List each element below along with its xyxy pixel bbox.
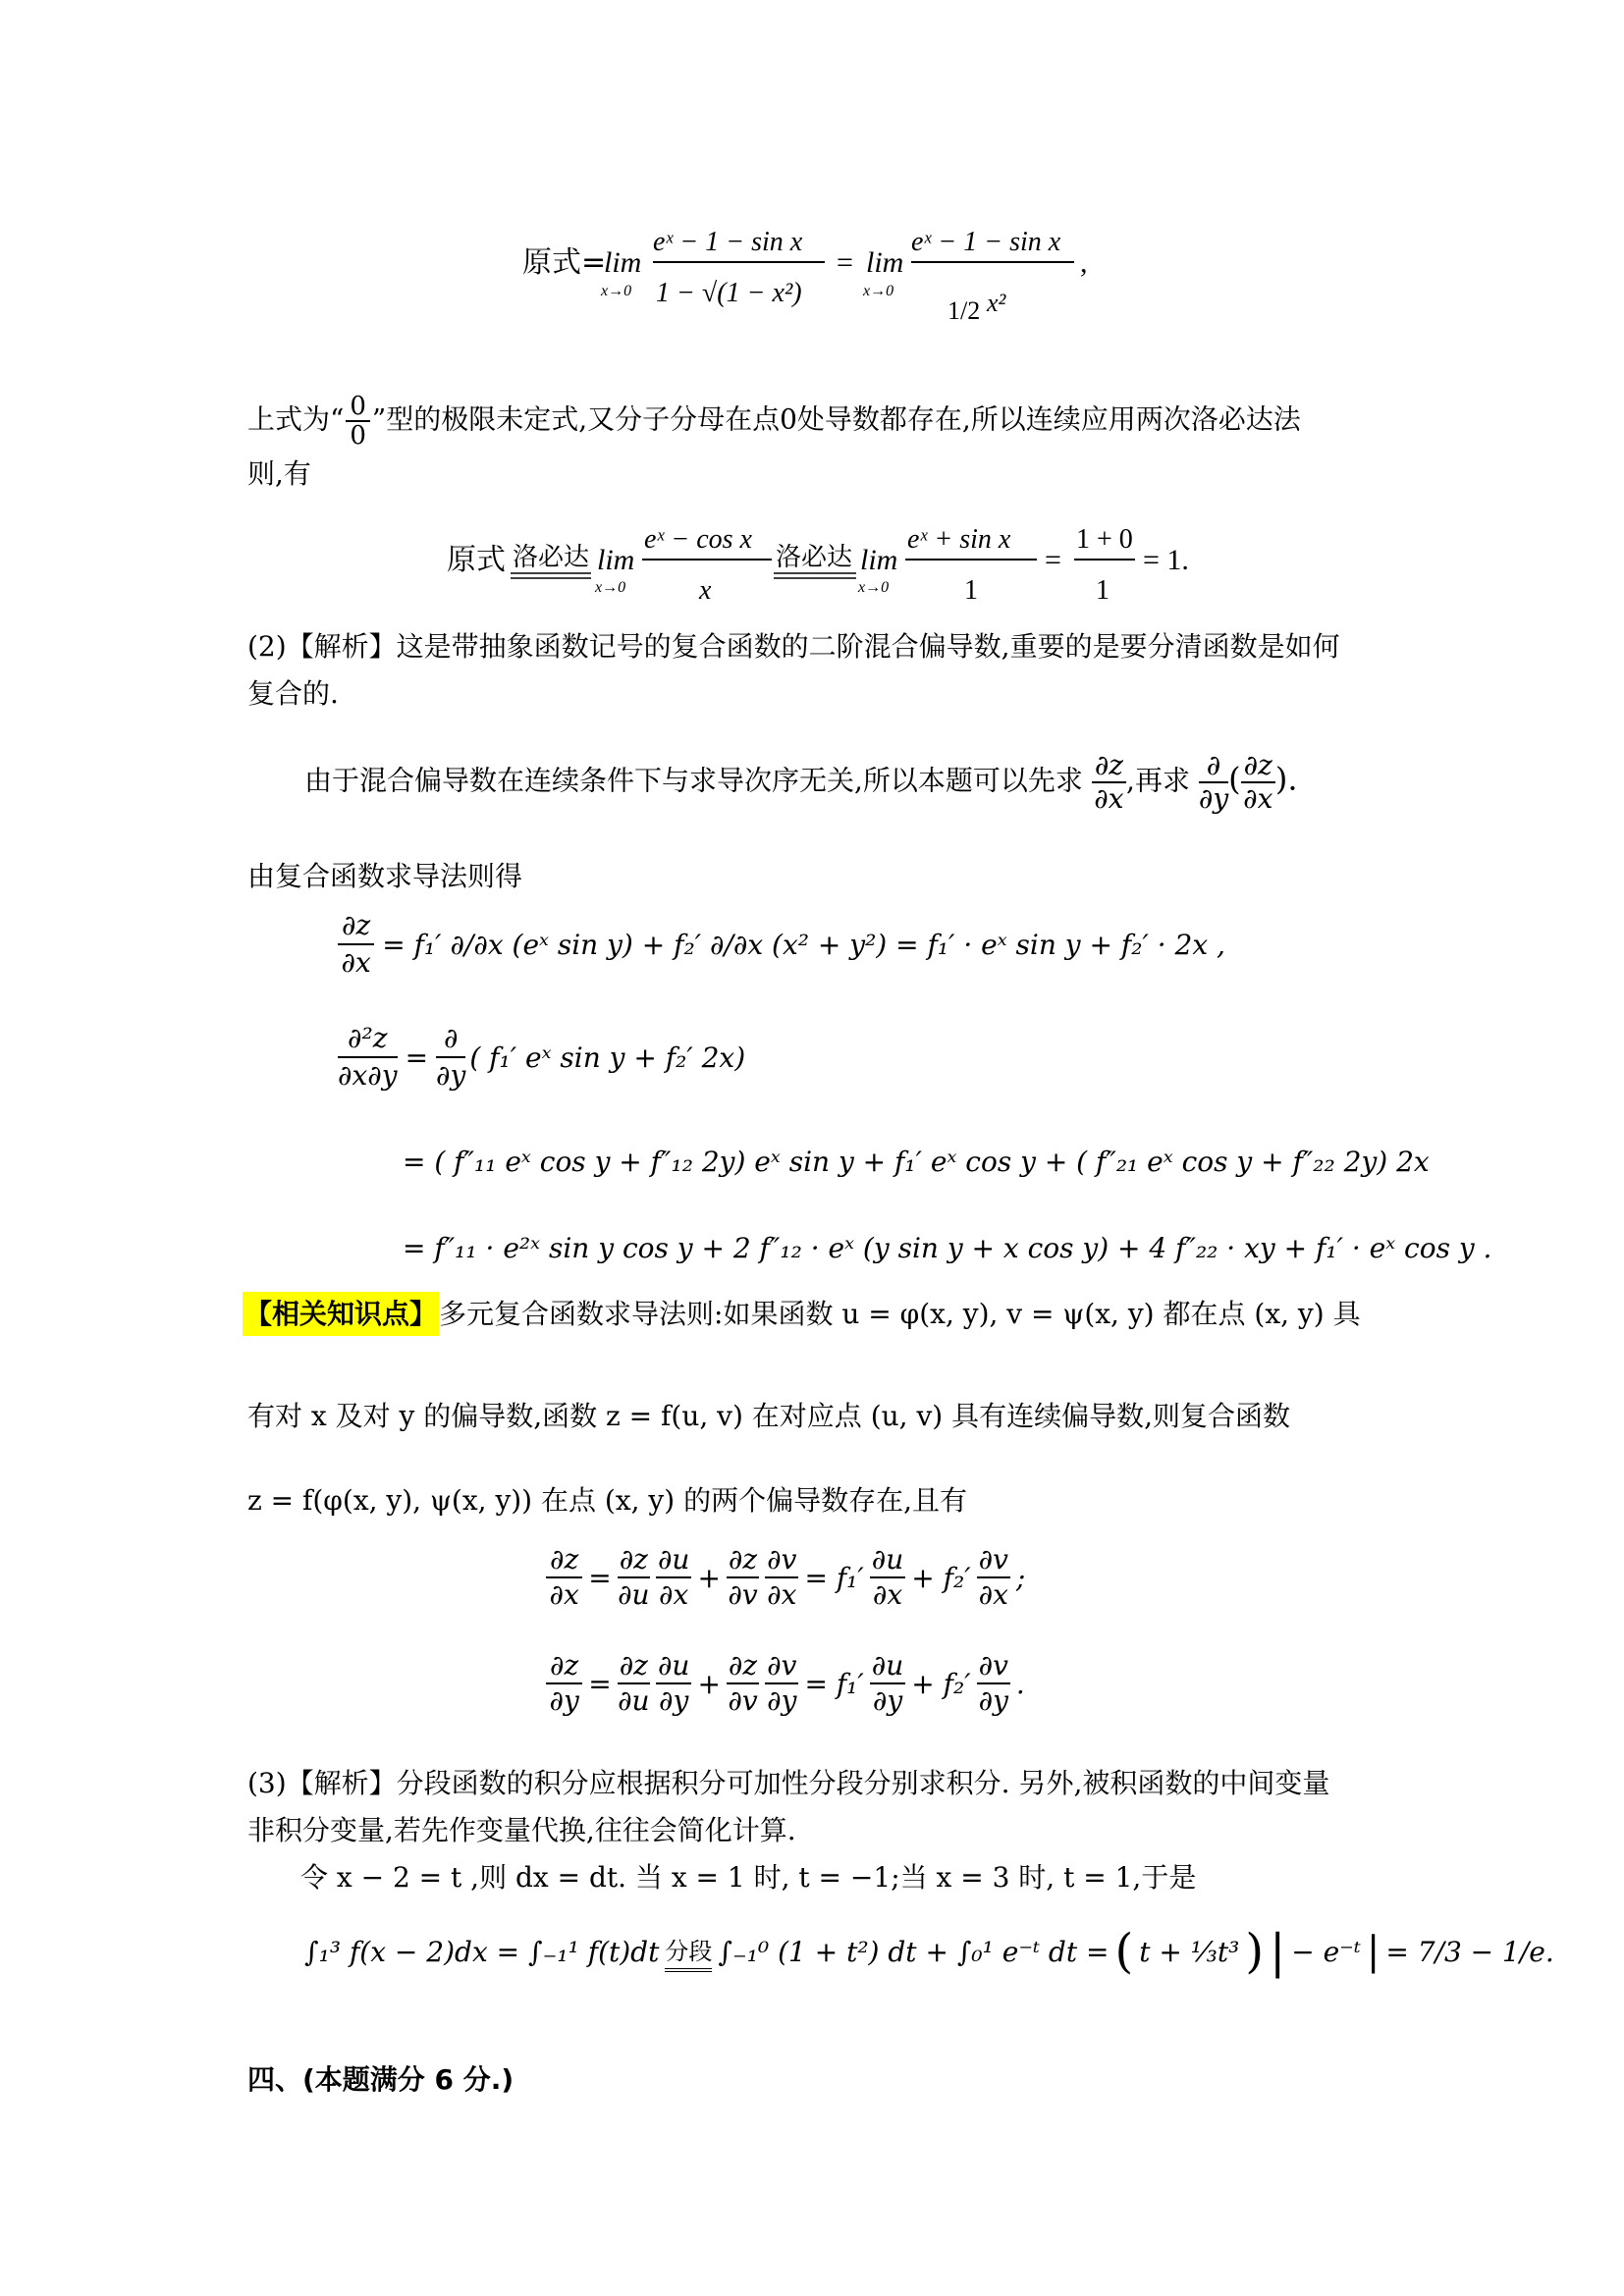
eq1-den2-half: 1/2: [947, 296, 981, 325]
eq4-line: ∫₁³ f(x − 2)dx = ∫₋₁¹ f(t)dt 分段 ∫₋₁⁰ (1 + t²) dt + ∫₀¹ e⁻ᵗ dt = ( t + ⅓t³ ) | − e⁻ᵗ | = 7/3 − 1/e.: [304, 1924, 1554, 1979]
kp-line1: [243, 1298, 1361, 1331]
p2-frac-dzdx-2: $\frac{\partial z}{\partial x}$: [1241, 750, 1275, 815]
eq2-rule-1: 洛必达: [513, 543, 590, 572]
eq3-line3: = ( f″₁₁ eˣ cos y + f″₁₂ 2y) eˣ sin y + f₁′ eˣ cos y + ( f″₂₁ eˣ cos y + f″₂₂ 2y) 2x: [403, 1146, 1430, 1178]
eq3-line1: [338, 908, 1225, 981]
eq2-lim1: lim: [597, 544, 635, 576]
p1-post: ”型的极限未定式,又分子分母在点0处导数都存在,所以连续应用两次洛必达法: [371, 402, 1301, 436]
equation-limit-1: [511, 221, 1139, 358]
eq2-den1: x: [699, 575, 712, 606]
eq1-num2: eˣ − 1 − sin x: [911, 227, 1061, 257]
eq2-prefix: 原式: [447, 543, 506, 577]
eq4-int2: ∫₋₁⁰ (1 + t²) dt + ∫₀¹ e⁻ᵗ dt =: [718, 1935, 1110, 1968]
eq1-prefix: 原式=: [522, 245, 607, 280]
kp-line2: 有对 x 及对 y 的偏导数,函数 z = f(u, v) 在对应点 (u, v) 具有连续偏导数,则复合函数: [247, 1400, 1290, 1432]
p2-line1: (2)【解析】这是带抽象函数记号的复合函数的二阶混合偏导数,重要的是要分清函数是如何: [247, 630, 1340, 663]
kp-badge: 【相关知识点】: [243, 1292, 439, 1336]
p2-line3: 由于混合偏导数在连续条件下与求导次序无关,所以本题可以先求 $\frac{\partial z}{\partial x}$ ,再求 ∂ ∂y ( $\frac{\partial z}{\partial x}$ ).: [304, 749, 1298, 815]
kp-formula-y: $\frac{\partial z}{\partial y}$ = $\frac{\partial z}{\partial u}$ ∂u ∂y + $\frac{\partial z}{\partial v}$ $\frac{\partial v}{\partial y}$ = f₁′ ∂u ∂y + f₂′ ∂v ∂y .: [546, 1649, 1025, 1718]
eq4-bracket: t + ⅓t³: [1139, 1935, 1240, 1968]
kp-line3: z = f(φ(x, y), ψ(x, y)) 在点 (x, y) 的两个偏导数存在,且有: [247, 1484, 967, 1517]
p1-frac-num: 0: [346, 393, 370, 422]
eq2-lim2-sub: x→0: [858, 579, 890, 596]
eq1-den1: 1 − √(1 − x²): [656, 278, 802, 308]
eq1-lim2: lim: [866, 246, 904, 279]
eq2-rule-2: 洛必达: [776, 543, 853, 572]
eq3-dzdx: $\frac{\partial z}{\partial x}$: [338, 908, 374, 981]
p3-line2: 非积分变量,若先作变量代换,往往会简化计算.: [247, 1814, 796, 1846]
eq4-eval: − e⁻ᵗ: [1291, 1935, 1361, 1968]
eq4-rule: 分段: [665, 1932, 712, 1972]
p2-line3-pre: 由于混合偏导数在连续条件下与求导次序无关,所以本题可以先求: [304, 764, 1083, 797]
eq3-l1: = f₁′ ∂/∂x (eˣ sin y) + f₂′ ∂/∂x (x² + y²) = f₁′ · eˣ sin y + f₂′ · 2x ,: [382, 928, 1225, 961]
eq1-eq: =: [837, 246, 853, 279]
section-title: 四、(本题满分 6 分.): [247, 2063, 514, 2096]
eq3-l2: ( f₁′ eˣ sin y + f₂′ 2x): [469, 1041, 746, 1074]
eq2-den2: 1: [964, 575, 978, 606]
svg-text:=: =: [1045, 544, 1061, 576]
p2-line4: 由复合函数求导法则得: [247, 860, 523, 892]
p1-frac: [346, 393, 370, 450]
p3-line3: 令 x − 2 = t ,则 dx = dt. 当 x = 1 时, t = −1;当 x = 3 时, t = 1,于是: [300, 1861, 1197, 1894]
eq1-lim2-sub: x→0: [863, 283, 894, 299]
eq3-d2z: $\frac{\text{∂²z}}{\partial x\partial y}$: [338, 1022, 398, 1092]
eq2-num1: eˣ − cos x: [644, 524, 752, 555]
eq1-den2-rest: x²: [987, 289, 1006, 317]
equation-lhopital: [442, 518, 1208, 616]
kp-formula-x: $\frac{\partial z}{\partial x}$ = $\frac{\partial z}{\partial u}$ ∂u ∂x + $\frac{\partial z}{\partial v}$ $\frac{\partial v}{\partial x}$ = f₁′ ∂u ∂x + f₂′ ∂v ∂x ;: [546, 1543, 1025, 1612]
kp-line1-text: 多元复合函数求导法则:如果函数 u = φ(x, y), v = ψ(x, y) 都在点 (x, y) 具: [439, 1298, 1361, 1330]
p2-frac-ddy: ∂ ∂y: [1198, 749, 1229, 815]
p2-line3-mid: ,再求: [1126, 764, 1190, 797]
eq1-lim-sub: x→0: [601, 283, 632, 299]
eq1-num1: eˣ − 1 − sin x: [653, 227, 803, 257]
eq2-result: = 1.: [1143, 544, 1189, 576]
eq1-tail: ,: [1080, 246, 1088, 279]
p1-pre: 上式为“: [247, 402, 345, 436]
eq4-int1: ∫₁³ f(x − 2)dx = ∫₋₁¹ f(t)dt: [304, 1935, 660, 1968]
p1-line2: 则,有: [247, 457, 311, 490]
eq2-num2: eˣ + sin x: [907, 524, 1011, 555]
eq1-lim: lim: [604, 246, 642, 279]
eq4-result: = 7/3 − 1/e.: [1385, 1935, 1554, 1968]
p1-line1: [247, 393, 1301, 450]
p1-frac-den: 0: [350, 421, 366, 451]
p3-line1: (3)【解析】分段函数的积分应根据积分可加性分段分别求积分. 另外,被积函数的中间变量: [247, 1767, 1330, 1799]
p2-line2: 复合的.: [247, 677, 339, 710]
eq3-line4: = f″₁₁ · e²ˣ sin y cos y + 2 f″₁₂ · eˣ (y sin y + x cos y) + 4 f″₂₂ · xy + f₁′ · eˣ cos y .: [403, 1232, 1492, 1264]
eq3-line2: $\frac{\text{∂²z}}{\partial x\partial y}$ = ∂ ∂y ( f₁′ eˣ sin y + f₂′ 2x): [338, 1022, 746, 1092]
eq2-num3: 1 + 0: [1076, 524, 1133, 555]
eq2-lim1-sub: x→0: [595, 579, 626, 596]
eq2-den3: 1: [1096, 575, 1110, 606]
p2-frac-dzdx: $\frac{\partial z}{\partial x}$: [1092, 750, 1126, 815]
eq3-ddy: ∂ ∂y: [436, 1022, 466, 1092]
eq2-lim2: lim: [860, 544, 898, 576]
